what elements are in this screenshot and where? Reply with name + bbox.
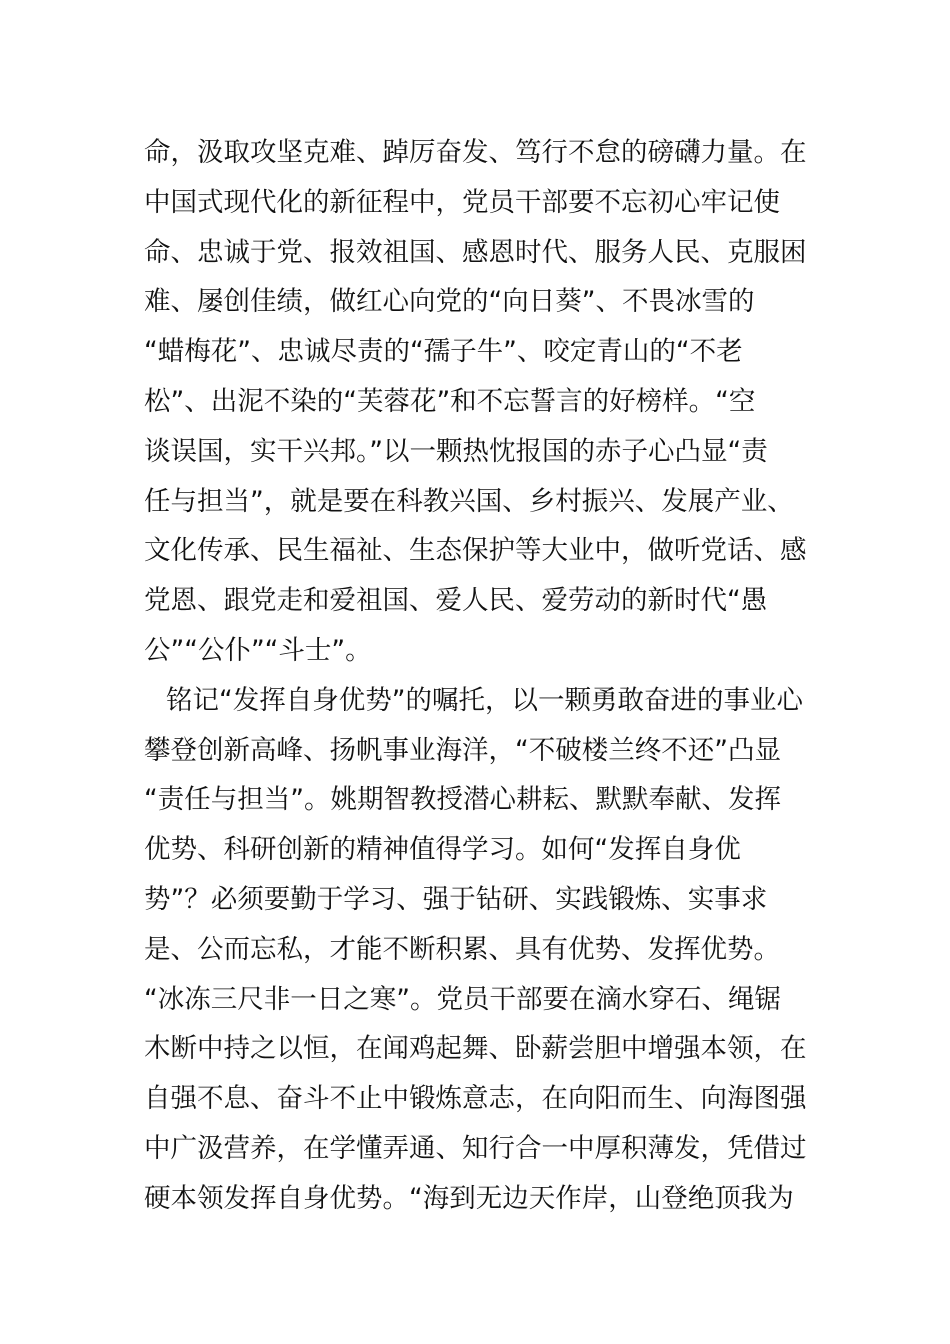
text-line: 谈误国，实干兴邦。”以一颗热忱报国的赤子心凸显“责 <box>144 435 768 467</box>
text-line: 硬本领发挥自身优势。“海到无边天作岸，山登绝顶我为 <box>144 1182 794 1214</box>
text-line: 任与担当”，就是要在科教兴国、乡村振兴、发展产业、 <box>144 485 794 517</box>
text-line: 文化传承、民生福祉、生态保护等大业中，做听党话、感 <box>144 535 807 567</box>
text-line: “冰冻三尺非一日之寒”。党员干部要在滴水穿石、绳锯 <box>144 983 781 1015</box>
text-line: 难、屡创佳绩，做红心向党的“向日葵”、不畏冰雪的 <box>144 286 755 318</box>
body-text <box>144 128 824 1224</box>
text-line: 是、公而忘私，才能不断积累、具有优势、发挥优势。 <box>144 933 780 965</box>
paragraph-start-line: 铭记“发挥自身优势”的嘱托，以一颗勇敢奋进的事业心 <box>166 684 803 716</box>
text-line: 松”、出泥不染的“芙蓉花”和不忘誓言的好榜样。“空 <box>144 385 756 417</box>
text-line: 中国式现代化的新征程中，党员干部要不忘初心牢记使 <box>144 186 780 218</box>
text-line: 自强不息、奋斗不止中锻炼意志，在向阳而生、向海图强 <box>144 1083 807 1115</box>
text-line: 公”“公仆”“斗士”。 <box>144 634 372 666</box>
text-line: “蜡梅花”、忠诚尽责的“孺子牛”、咬定青山的“不老 <box>144 336 743 368</box>
text-line: 优势、科研创新的精神值得学习。如何“发挥自身优 <box>144 834 741 866</box>
text-line: 党恩、跟党走和爱祖国、爱人民、爱劳动的新时代“愚 <box>144 585 768 617</box>
text-line: 命、忠诚于党、报效祖国、感恩时代、服务人民、克服困 <box>144 236 807 268</box>
text-line: 中广汲营养，在学懂弄通、知行合一中厚积薄发，凭借过 <box>144 1132 807 1164</box>
text-line: 势”？必须要勤于学习、强于钻研、实践锻炼、实事求 <box>144 883 768 915</box>
text-line: 木断中持之以恒，在闻鸡起舞、卧薪尝胆中增强本领，在 <box>144 1033 807 1065</box>
text-line: 命，汲取攻坚克难、踔厉奋发、笃行不怠的磅礴力量。在 <box>144 137 807 168</box>
text-line: 攀登创新高峰、扬帆事业海洋，“不破楼兰终不还”凸显 <box>144 734 781 766</box>
text-line: “责任与担当”。姚期智教授潜心耕耘、默默奉献、发挥 <box>144 784 781 816</box>
